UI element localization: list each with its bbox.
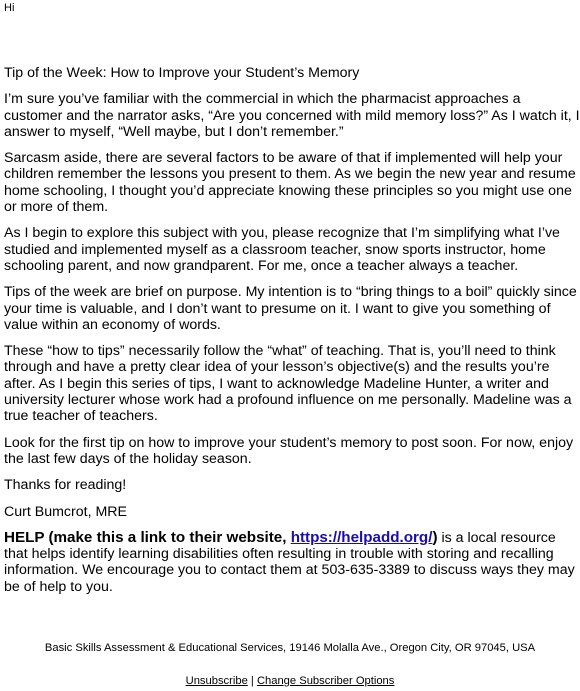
email-body [4, 65, 580, 605]
help-bold-note: (make this a link to their website, [44, 528, 291, 546]
paragraph-brief: Tips of the week are brief on purpose. My intention is to “bring things to a boil” quickly since your time is valuable, and I don’t want to presume on it. I want to give you something of value within an economy of words. [4, 284, 577, 333]
help-label: HELP [4, 528, 45, 546]
help-paragraph [4, 530, 580, 595]
help-description: is a local resource that helps identify learning disabilities often resulting in trouble with storing and recalling information. We encourage you to contact them at 503-635-3389 to discuss ways they may be of help to you. [4, 529, 575, 595]
change-subscriber-options-link[interactable]: Change Subscriber Options [256, 675, 395, 687]
paragraph-look-for: Look for the first tip on how to improve your student’s memory to post soon. For now, enjoy the last few days of the holiday season. [4, 434, 574, 467]
article-title: Tip of the Week: How to Improve your Student’s Memory [4, 65, 360, 81]
footer-separator: | [247, 675, 257, 687]
thanks-line: Thanks for reading! [4, 477, 127, 494]
paragraph-sarcasm: Sarcasm aside, there are several factors to be aware of that if implemented will help your children remember the lessons you present to them. As we begin the new year and resume home schooling, I thought you’d appreciate knowing these principles so you might use one or more of them. [4, 150, 576, 216]
unsubscribe-link[interactable]: Unsubscribe [185, 675, 248, 687]
paragraph-intro: I’m sure you’ve familiar with the commercial in which the pharmacist approaches a customer and the narrator asks, “Are you concerned with mild memory loss?” As I watch it, I answer to myself, “Well maybe, but I don’t remember.” [4, 91, 580, 140]
paragraph-how-to: These “how to tips” necessarily follow the “what” of teaching. That is, you’ll need to think through and have a pretty clear idea of your lesson’s objective(s) and the results you’re after. As I begin this series of tips, I want to acknowledge Madeline Hunter, a writer and university lecturer whose work had a profound influence on me personally. Madeline was a true teacher of teachers. [4, 343, 572, 425]
help-bold-close: ) [432, 528, 438, 546]
helpadd-link[interactable]: https://helpadd.org/ [290, 528, 433, 546]
paragraph-explore: As I begin to explore this subject with you, please recognize that I’m simplifying what I’ve studied and implemented myself as a classroom teacher, snow sports instructor, home schooling parent, and now grandparent. For me, once a teacher always a teacher. [4, 225, 560, 274]
greeting: Hi [4, 2, 15, 14]
footer-address: Basic Skills Assessment & Educational Services, 19146 Molalla Ave., Oregon City, OR 97045, USA [44, 642, 536, 654]
signature: Curt Bumcrot, MRE [4, 503, 127, 520]
footer-links [0, 674, 580, 688]
